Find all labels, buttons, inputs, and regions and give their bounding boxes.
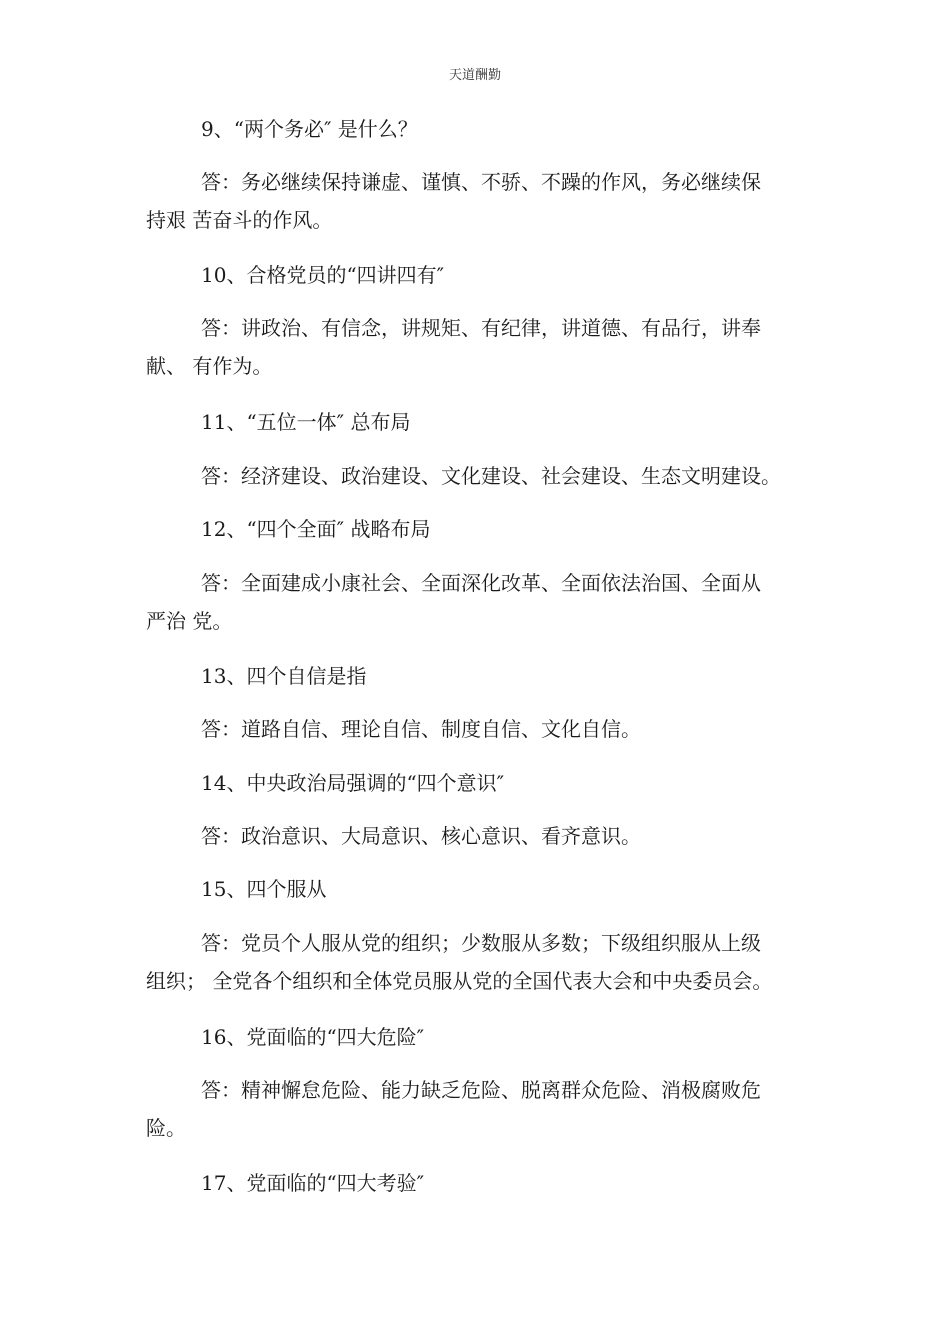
answer-15 xyxy=(146,924,826,1000)
text-line: 11、“五位一体″ 总布局 xyxy=(201,410,411,434)
text-line: 17、党面临的“四大考验″ xyxy=(201,1171,425,1195)
text-line: 答：务必继续保持谦虚、谨慎、不骄、不躁的作风，务必继续保 xyxy=(201,170,761,194)
answer-16 xyxy=(146,1071,826,1147)
text-line: 答：全面建成小康社会、全面深化改革、全面依法治国、全面从 xyxy=(201,571,761,595)
text-line: 12、“四个全面″ 战略布局 xyxy=(201,517,431,541)
answer-13 xyxy=(146,710,826,748)
question-11 xyxy=(146,403,826,441)
text-line: 答：道路自信、理论自信、制度自信、文化自信。 xyxy=(201,717,641,741)
text-line: 险。 xyxy=(146,1116,186,1140)
question-13 xyxy=(146,657,826,695)
text-line: 答：党员个人服从党的组织；少数服从多数；下级组织服从上级 xyxy=(201,931,761,955)
text-line: 持艰 苦奋斗的作风。 xyxy=(146,208,333,232)
answer-10 xyxy=(146,309,826,385)
answer-11 xyxy=(146,457,826,495)
question-17 xyxy=(146,1164,826,1202)
question-10 xyxy=(146,256,826,294)
text-line: 答：精神懈怠危险、能力缺乏危险、脱离群众危险、消极腐败危 xyxy=(201,1078,761,1102)
text-line: 14、中央政治局强调的“四个意识″ xyxy=(201,771,505,795)
text-line: 9、“两个务必″ 是什么？ xyxy=(201,117,418,141)
text-line: 献、 有作为。 xyxy=(146,354,273,378)
text-line: 组织； 全党各个组织和全体党员服从党的全国代表大会和中央委员会。 xyxy=(146,969,773,993)
question-12 xyxy=(146,510,826,548)
question-15 xyxy=(146,870,826,908)
text-line: 答：经济建设、政治建设、文化建设、社会建设、生态文明建设。 xyxy=(201,464,781,488)
text-line: 答：讲政治、有信念，讲规矩、有纪律，讲道德、有品行，讲奉 xyxy=(201,316,761,340)
text-line: 严治 党。 xyxy=(146,609,233,633)
page-header: 天道酬勤 xyxy=(448,68,501,83)
answer-12 xyxy=(146,564,826,640)
text-line: 16、党面临的“四大危险″ xyxy=(201,1025,425,1049)
text-line: 答：政治意识、大局意识、核心意识、看齐意识。 xyxy=(201,824,641,848)
answer-9 xyxy=(146,163,826,239)
text-line: 10、合格党员的“四讲四有″ xyxy=(201,263,445,287)
question-16 xyxy=(146,1018,826,1056)
question-9 xyxy=(146,110,826,148)
question-14 xyxy=(146,764,826,802)
text-line: 13、四个自信是指 xyxy=(201,664,367,688)
answer-14 xyxy=(146,817,826,855)
text-line: 15、四个服从 xyxy=(201,877,327,901)
